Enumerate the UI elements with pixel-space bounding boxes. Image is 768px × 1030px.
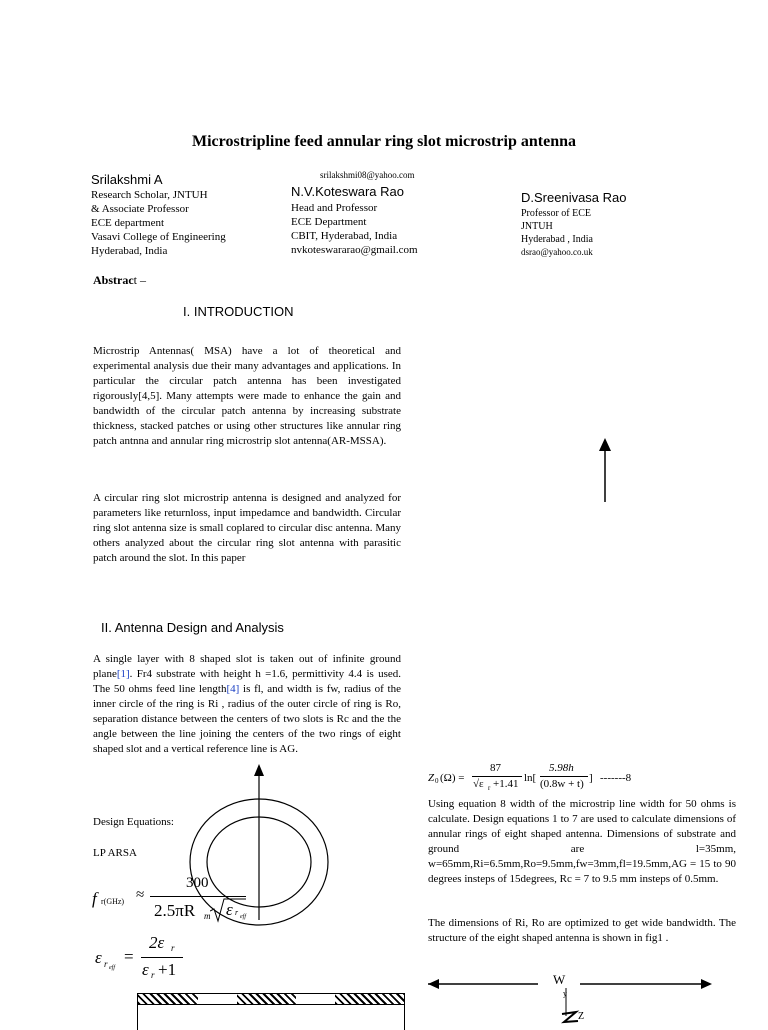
hatched-ground-segment [237,994,296,1004]
author-1-name: Srilakshmi A [91,172,163,187]
author-3-affiliation: Professor of ECE JNTUH Hyderabad , India dsrao@yahoo.co.uk [521,208,593,257]
right-paragraph-2: The dimensions of Ri, Ro are optimized to get wide bandwidth. The structure of the eight shaped antenna is shown in fig1 . [428,917,736,944]
section-1-heading: I. INTRODUCTION [183,304,294,319]
width-label: W [553,972,566,987]
paper-title: Microstripline feed annular ring slot microstrip antenna [192,133,576,150]
right-paragraph-1: Using equation 8 width of the microstrip line width for 50 ohms is calculate. Design equations 1 to 7 are used to calculate dimensions of annular rings of eight shaped antenna. Dimensions of substrate and ground are l=35mm, w=65mm,Ri=6.5mm,Ro=9.5mm,fw=3mm,fl=19.5mm,AG = 15 to 90 degrees insteps of 15degrees, Rc = 7 to 9.5 mm insteps of 0.5mm. [428,798,736,885]
abstract-heading: Abstract – [93,273,147,287]
author-1-email: srilakshmi08@yahoo.com [320,170,415,180]
equation-characteristic-impedance: Z 0 (Ω) = 87 √ε r +1.41 ln[ 5.98h (0.8w + t) ] -------8 [428,762,632,792]
substrate-body [137,1005,405,1030]
z-axis-label: Z [578,1011,585,1022]
author-2-affiliation: Head and Professor ECE Department CBIT, Hyderabad, India nvkoteswararao@gmail.com [291,202,418,256]
author-2-name: N.V.Koteswara Rao [291,184,404,199]
dimension-arrows-figure [428,966,718,1024]
design-equations-label: Design Equations: [93,816,174,828]
intro-paragraph-2: A circular ring slot microstrip antenna is designed and analyzed for parameters like returnloss, input impedamce and bandwidth. Circular ring slot antenna size is small coplared to circular disc antenna. Many others analyzed about the circular ring slot antenna with parasitic patch around the slot. In this paper [93,492,401,564]
substrate-strip [137,993,405,1005]
author-1-affiliation: Research Scholar, JNTUH & Associate Professor ECE department Vasavi College of Engineering Hyderabad, India [91,189,226,257]
equation-resonant-frequency: f r(GHz) ≈ 300 2.5πR m ε r eff [92,875,246,921]
reference-1-link[interactable]: [1] [116,668,130,680]
lp-arsa-label: LP ARSA [93,847,137,859]
hatched-ground-segment [335,994,404,1004]
intro-paragraph-1: Microstrip Antennas( MSA) have a lot of theoretical and experimental analysis due their many advantages and applications. In particular the circular patch antenna has been investigated rigorously[4,5]. Many attempts were made to enhance the gain and bandwidth of the circular patch antenna by increasing substrate thickness, stacked patches or using other structures like annular ring patch antnna and annular ring microstrip slot antenna(AR-MSSA). [93,345,401,447]
up-arrow-icon [595,438,615,504]
author-3-name: D.Sreenivasa Rao [521,190,627,205]
design-paragraph: A single layer with 8 shaped slot is taken out of infinite ground plane[1]. Fr4 substrate with height h =1.6, permittivity 4.4 is used. The 50 ohms feed line length[4] is fl, and width is fw, radius of the inner circle of the ring is Ri , radius of the outer circle of ring is Ro, separation distance between the centers of two slots is Rc and the the angle between the line joining the centers of the two rings of eight shaped slot and a vertical reference line is AG. [93,653,401,755]
hatched-ground-segment [138,994,198,1004]
y-axis-label: y [563,989,567,998]
equation-effective-permittivity: ε r eff = 2ε r ε r +1 [95,933,195,983]
reference-4-link[interactable]: [4] [226,683,240,695]
section-2-heading: II. Antenna Design and Analysis [101,620,284,635]
